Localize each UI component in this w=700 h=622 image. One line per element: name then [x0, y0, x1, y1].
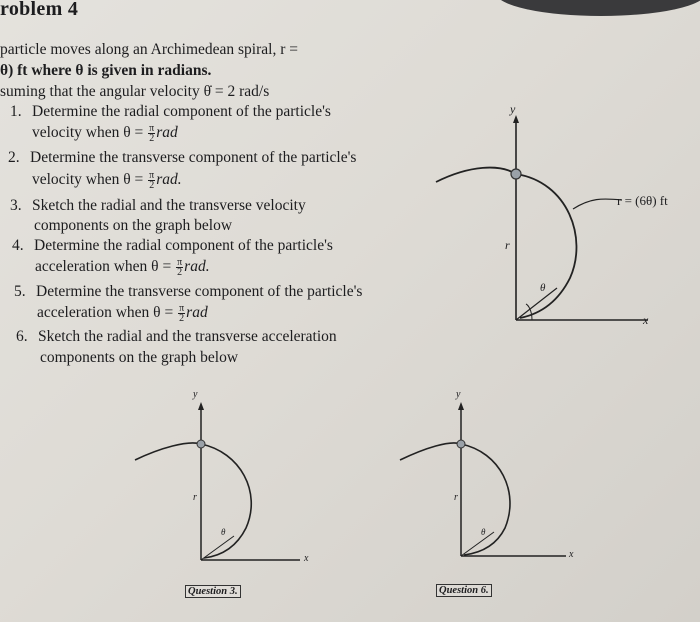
- question-number: 1.: [10, 103, 22, 120]
- q3-r-label: r: [193, 492, 197, 503]
- q3-x-label: x: [304, 553, 309, 564]
- question-text: velocity when θ =: [32, 124, 144, 142]
- question-3-line-2: components on the graph below: [34, 217, 233, 234]
- main-curve-label: r = (6θ) ft: [617, 193, 668, 208]
- question-number: 2.: [8, 149, 20, 166]
- fraction-numerator: π: [149, 170, 155, 181]
- q6-r-label: r: [454, 492, 458, 503]
- particle-dot: [197, 440, 205, 448]
- question-text: Determine the radial component of the particle's: [32, 103, 331, 120]
- fraction-denominator: 2: [179, 313, 185, 324]
- q3-y-label: y: [193, 389, 198, 400]
- question-6-line-2: components on the graph below: [40, 349, 239, 366]
- fraction-denominator: 2: [177, 267, 183, 278]
- main-theta-label: θ: [540, 282, 546, 294]
- y-axis-arrow: [458, 402, 464, 410]
- question-number: 3.: [10, 197, 22, 214]
- curve-pointer: [573, 199, 622, 209]
- fraction-numerator: π: [179, 303, 185, 314]
- fraction-numerator: π: [177, 257, 183, 268]
- question-text: Sketch the radial and the transverse velocity: [32, 197, 306, 214]
- question-6-caption: Question 6.: [436, 584, 492, 597]
- particle-dot: [457, 440, 465, 448]
- particle-dot: [511, 169, 521, 179]
- q6-theta-label: θ: [481, 527, 486, 537]
- question-text: acceleration when θ =: [35, 258, 172, 276]
- question-text: Determine the transverse component of the particle's: [36, 283, 363, 300]
- unit: rad: [186, 304, 208, 322]
- question-text: acceleration when θ =: [37, 304, 174, 322]
- question-3-caption: Question 3.: [185, 585, 241, 598]
- question-text: velocity when θ =: [32, 171, 144, 189]
- problem-title: roblem 4: [0, 0, 79, 20]
- unit: rad: [156, 124, 178, 142]
- main-r-label: r: [505, 238, 510, 252]
- intro-line-1: particle moves along an Archimedean spiral, r =: [0, 41, 298, 58]
- q3-theta-label: θ: [221, 527, 226, 537]
- question-text: Determine the transverse component of the particle's: [30, 149, 357, 166]
- question-number: 6.: [16, 328, 28, 345]
- fraction-denominator: 2: [149, 133, 155, 144]
- intro-line-3: suming that the angular velocity θ̇ = 2 rad/s: [0, 83, 270, 100]
- question-text: Determine the radial component of the particle's: [34, 237, 333, 254]
- main-y-label: y: [510, 102, 516, 116]
- question-number: 5.: [14, 283, 26, 300]
- y-axis-arrow: [198, 402, 204, 410]
- q6-x-label: x: [569, 549, 574, 560]
- fraction-numerator: π: [149, 123, 155, 134]
- intro-line-2: θ) ft where θ is given in radians.: [0, 62, 212, 79]
- main-x-label: x: [643, 313, 649, 327]
- q6-y-label: y: [456, 389, 461, 400]
- question-text: Sketch the radial and the transverse acceleration: [38, 328, 337, 345]
- fraction-denominator: 2: [149, 180, 155, 191]
- unit: rad.: [156, 171, 182, 189]
- question-3-figure: [135, 402, 300, 560]
- unit: rad.: [184, 258, 210, 276]
- question-number: 4.: [12, 237, 24, 254]
